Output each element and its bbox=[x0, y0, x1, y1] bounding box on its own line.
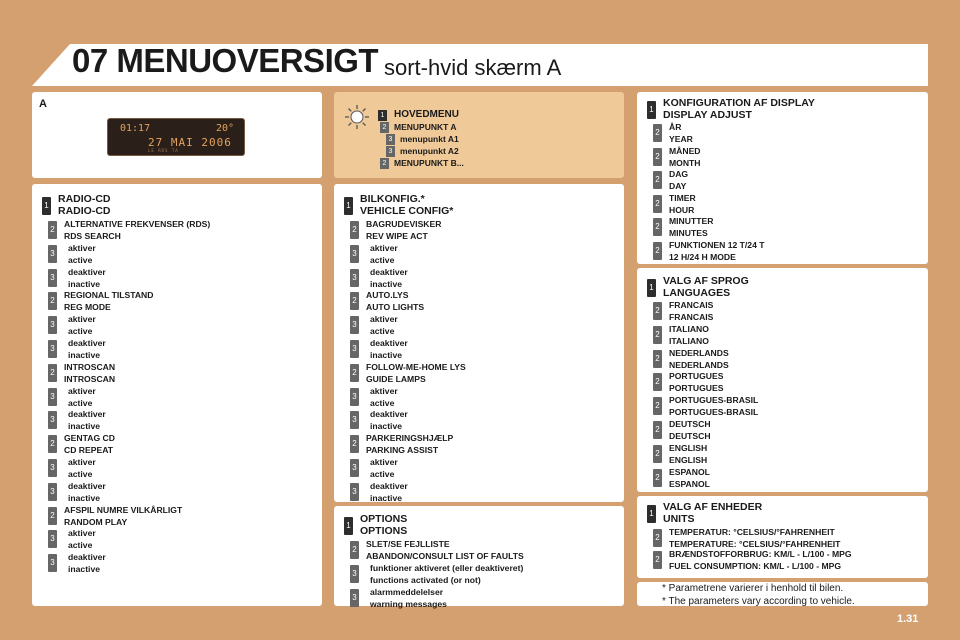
level-2-marker: 2 bbox=[350, 435, 359, 453]
menu-item-label: PORTUGUES bbox=[669, 383, 724, 394]
menu-item-label: SLET/SE FEJLLISTE bbox=[366, 539, 450, 549]
display-indicators: LE RDS TA bbox=[148, 148, 179, 153]
menu-item-label: deaktiver bbox=[68, 266, 106, 277]
level-3-marker: 3 bbox=[350, 388, 359, 406]
legend-item: MENUPUNKT A bbox=[394, 122, 457, 132]
menu-item-label: YEAR bbox=[669, 134, 693, 144]
menu-item-label: inactive bbox=[370, 421, 403, 432]
menu-item-label: TIMER bbox=[669, 192, 696, 203]
level-3-marker: 3 bbox=[350, 316, 359, 334]
level-1-marker: 1 bbox=[647, 279, 656, 297]
menu-item-label: NEDERLANDS bbox=[669, 347, 729, 358]
level-1-marker: 1 bbox=[647, 505, 656, 523]
menu-item-label: inactive bbox=[370, 278, 403, 289]
vehicle-config-panel bbox=[334, 184, 624, 502]
menu-item-label: ABANDON/CONSULT LIST OF FAULTS bbox=[366, 551, 524, 561]
level-3-marker: 3 bbox=[48, 340, 57, 358]
level-2-marker: 2 bbox=[653, 171, 662, 189]
menu-item-label: MÅNED bbox=[669, 145, 701, 156]
menu-item-label: active bbox=[370, 469, 395, 479]
menu-item-label: deaktiver bbox=[68, 480, 106, 491]
menu-item-label: BRÆNDSTOFFORBRUG: KM/L - L/100 - MPG bbox=[669, 549, 852, 559]
level-3-marker: 3 bbox=[350, 411, 359, 429]
level-3-marker: 3 bbox=[350, 245, 359, 263]
radio-panel bbox=[32, 184, 322, 606]
menu-item-label: BAGRUDEVISKER bbox=[366, 219, 442, 229]
level-3-marker: 3 bbox=[48, 316, 57, 334]
menu-item-label: aktiver bbox=[68, 457, 96, 467]
level-2-marker: 2 bbox=[653, 445, 662, 463]
level-3-marker: 3 bbox=[350, 483, 359, 501]
level-2-marker: 2 bbox=[653, 218, 662, 236]
section-heading: OPTIONS bbox=[360, 525, 408, 537]
menu-item-label: PARKERINGSHJÆLP bbox=[366, 433, 454, 444]
menu-item-label: TEMPERATUR: °CELSIUS/°FAHRENHEIT bbox=[669, 527, 835, 537]
level-3-marker: 3 bbox=[48, 269, 57, 287]
legend-title: HOVEDMENU bbox=[394, 109, 460, 120]
display-adjust-panel bbox=[637, 92, 928, 264]
menu-item-label: DAY bbox=[669, 181, 687, 191]
menu-item-label: aktiver bbox=[68, 314, 96, 325]
menu-item-label: HOUR bbox=[669, 204, 695, 215]
menu-item-label: FUEL CONSUMPTION: KM/L - L/100 - MPG bbox=[669, 561, 842, 571]
level-1-marker: 1 bbox=[344, 197, 353, 215]
level-3-marker: 3 bbox=[48, 530, 57, 548]
menu-item-label: functions activated (or not) bbox=[370, 575, 481, 585]
menu-item-label: deaktiver bbox=[68, 552, 106, 563]
menu-item-label: aktiver bbox=[68, 385, 96, 396]
menu-item-label: RANDOM PLAY bbox=[64, 516, 128, 527]
menu-item-label: inactive bbox=[68, 564, 101, 575]
menu-item-label: aktiver bbox=[370, 242, 398, 253]
level-3-marker: 3 bbox=[350, 340, 359, 358]
level-2-marker: 2 bbox=[350, 364, 359, 382]
menu-item-label: 12 H/24 H MODE bbox=[669, 251, 736, 262]
menu-item-label: GUIDE LAMPS bbox=[366, 373, 426, 384]
menu-item-label: FRANCAIS bbox=[669, 312, 714, 322]
legend-item: MENUPUNKT B... bbox=[394, 158, 464, 168]
menu-item-label: ENGLISH bbox=[669, 454, 708, 465]
level-1-marker: 1 bbox=[42, 197, 51, 215]
level-3-marker: 3 bbox=[48, 245, 57, 263]
level-2-marker: 2 bbox=[350, 221, 359, 239]
display-temperature: 20° bbox=[216, 123, 235, 134]
page-title: 07 MENUOVERSIGT bbox=[72, 42, 379, 79]
options-panel bbox=[334, 506, 624, 609]
menu-item-label: deaktiver bbox=[370, 338, 408, 348]
footnote-english: * The parameters vary according to vehicle. bbox=[662, 596, 855, 607]
legend-panel bbox=[334, 92, 624, 178]
menu-item-label: GENTAG CD bbox=[64, 433, 115, 444]
menu-item-label: ÅR bbox=[669, 122, 682, 132]
legend-level-3-marker: 3 bbox=[386, 146, 395, 157]
menu-item-label: active bbox=[68, 254, 93, 265]
level-3-marker: 3 bbox=[48, 483, 57, 501]
section-heading: RADIO-CD bbox=[58, 205, 111, 217]
level-2-marker: 2 bbox=[653, 373, 662, 391]
level-2-marker: 2 bbox=[48, 292, 57, 310]
level-2-marker: 2 bbox=[653, 529, 662, 547]
section-heading: VALG AF ENHEDER bbox=[663, 501, 763, 513]
level-2-marker: 2 bbox=[653, 242, 662, 260]
level-2-marker: 2 bbox=[653, 302, 662, 320]
menu-item-label: MINUTTER bbox=[669, 216, 714, 226]
menu-item-label: active bbox=[68, 469, 93, 479]
menu-item-label: active bbox=[370, 326, 395, 337]
section-heading: KONFIGURATION AF DISPLAY bbox=[663, 97, 815, 109]
menu-item-label: ESPANOL bbox=[669, 478, 710, 489]
menu-item-label: PARKING ASSIST bbox=[366, 445, 439, 456]
level-3-marker: 3 bbox=[350, 565, 359, 583]
level-2-marker: 2 bbox=[653, 148, 662, 166]
menu-item-label: active bbox=[370, 397, 395, 408]
section-heading: DISPLAY ADJUST bbox=[663, 109, 752, 121]
menu-item-label: PORTUGUES bbox=[669, 371, 724, 382]
level-1-marker: 1 bbox=[647, 101, 656, 119]
menu-item-label: deaktiver bbox=[68, 338, 106, 348]
menu-item-label: DEUTSCH bbox=[669, 431, 711, 441]
menu-item-label: ALTERNATIVE FREKVENSER (RDS) bbox=[64, 219, 211, 229]
page-number: 1.31 bbox=[897, 613, 919, 625]
legend-level-2-marker: 2 bbox=[380, 158, 389, 169]
menu-item-label: deaktiver bbox=[68, 409, 106, 420]
level-2-marker: 2 bbox=[653, 350, 662, 368]
level-2-marker: 2 bbox=[653, 551, 662, 569]
legend-level-marker: 1 bbox=[378, 110, 387, 121]
menu-item-label: ITALIANO bbox=[669, 323, 709, 334]
menu-item-label: MONTH bbox=[669, 157, 701, 168]
menu-item-label: INTROSCAN bbox=[64, 361, 116, 372]
menu-item-label: aktiver bbox=[370, 314, 398, 325]
level-2-marker: 2 bbox=[653, 195, 662, 213]
legend-item: menupunkt A1 bbox=[400, 134, 459, 144]
level-3-marker: 3 bbox=[48, 554, 57, 572]
menu-item-label: AUTO LIGHTS bbox=[366, 302, 425, 313]
menu-item-label: active bbox=[68, 326, 93, 337]
display-time: 01:17 bbox=[120, 123, 151, 134]
menu-item-label: funktioner aktiveret (eller deaktiveret) bbox=[370, 563, 524, 573]
menu-item-label: ENGLISH bbox=[669, 442, 708, 453]
units-panel bbox=[637, 496, 928, 578]
menu-item-label: AFSPIL NUMRE VILKÅRLIGT bbox=[64, 504, 183, 515]
sun-icon bbox=[344, 104, 370, 130]
menu-item-label: active bbox=[68, 397, 93, 408]
menu-item-label: REG MODE bbox=[64, 302, 111, 313]
menu-item-label: inactive bbox=[370, 492, 403, 503]
menu-item-label: inactive bbox=[370, 350, 403, 360]
menu-item-label: PORTUGUES-BRASIL bbox=[669, 395, 759, 406]
section-heading: VEHICLE CONFIG* bbox=[360, 205, 454, 217]
menu-item-label: deaktiver bbox=[370, 480, 408, 491]
menu-item-label: RDS SEARCH bbox=[64, 231, 121, 241]
menu-item-label: inactive bbox=[68, 492, 101, 503]
menu-item-label: ITALIANO bbox=[669, 335, 709, 346]
menu-item-label: aktiver bbox=[68, 528, 96, 539]
level-3-marker: 3 bbox=[48, 388, 57, 406]
section-heading: BILKONFIG.* bbox=[360, 193, 425, 205]
section-heading: OPTIONS bbox=[360, 513, 408, 525]
legend-level-2-marker: 2 bbox=[380, 122, 389, 133]
level-3-marker: 3 bbox=[48, 459, 57, 477]
menu-item-label: deaktiver bbox=[370, 266, 408, 277]
menu-item-label: deaktiver bbox=[370, 409, 408, 420]
level-2-marker: 2 bbox=[653, 469, 662, 487]
menu-item-label: active bbox=[370, 254, 395, 265]
level-2-marker: 2 bbox=[48, 435, 57, 453]
menu-item-label: INTROSCAN bbox=[64, 373, 116, 384]
level-2-marker: 2 bbox=[48, 221, 57, 239]
menu-item-label: AUTO.LYS bbox=[366, 290, 409, 301]
section-heading: VALG AF SPROG bbox=[663, 275, 749, 287]
menu-item-label: REV WIPE ACT bbox=[366, 231, 428, 241]
menu-item-label: inactive bbox=[68, 278, 101, 289]
menu-item-label: ESPANOL bbox=[669, 466, 710, 477]
menu-item-label: DEUTSCH bbox=[669, 419, 711, 429]
menu-item-label: NEDERLANDS bbox=[669, 359, 729, 370]
level-2-marker: 2 bbox=[653, 421, 662, 439]
legend-item: menupunkt A2 bbox=[400, 146, 459, 156]
menu-item-label: REGIONAL TILSTAND bbox=[64, 290, 154, 301]
level-2-marker: 2 bbox=[350, 541, 359, 559]
menu-item-label: DAG bbox=[669, 169, 689, 179]
menu-item-label: alarmmeddelelser bbox=[370, 587, 444, 597]
level-2-marker: 2 bbox=[350, 292, 359, 310]
page-subtitle: sort-hvid skærm A bbox=[384, 55, 562, 80]
menu-item-label: CD REPEAT bbox=[64, 445, 114, 456]
section-heading: UNITS bbox=[663, 513, 695, 525]
menu-item-label: aktiver bbox=[370, 385, 398, 396]
languages-panel bbox=[637, 268, 928, 492]
level-2-marker: 2 bbox=[48, 364, 57, 382]
footnote-danish: * Parametrene varierer i henhold til bilen. bbox=[662, 583, 844, 594]
display-date: 27 MAI 2006 bbox=[148, 136, 232, 149]
level-2-marker: 2 bbox=[653, 326, 662, 344]
level-3-marker: 3 bbox=[350, 269, 359, 287]
level-2-marker: 2 bbox=[48, 507, 57, 525]
section-heading: RADIO-CD bbox=[58, 193, 111, 205]
level-3-marker: 3 bbox=[350, 459, 359, 477]
section-heading: LANGUAGES bbox=[663, 287, 731, 299]
display-screen bbox=[107, 118, 245, 156]
display-label: A bbox=[39, 98, 47, 110]
menu-item-label: aktiver bbox=[370, 457, 398, 467]
level-2-marker: 2 bbox=[653, 124, 662, 142]
menu-item-label: FRANCAIS bbox=[669, 300, 714, 310]
level-3-marker: 3 bbox=[350, 589, 359, 607]
menu-item-label: aktiver bbox=[68, 242, 96, 253]
level-3-marker: 3 bbox=[48, 411, 57, 429]
menu-item-label: FOLLOW-ME-HOME LYS bbox=[366, 361, 466, 372]
legend-level-3-marker: 3 bbox=[386, 134, 395, 145]
menu-item-label: TEMPERATURE: °CELSIUS/°FAHRENHEIT bbox=[669, 539, 841, 549]
menu-item-label: PORTUGUES-BRASIL bbox=[669, 407, 759, 418]
menu-item-label: FUNKTIONEN 12 T/24 T bbox=[669, 239, 765, 250]
menu-item-label: inactive bbox=[68, 350, 101, 360]
menu-item-label: active bbox=[68, 540, 93, 551]
menu-item-label: warning messages bbox=[370, 599, 447, 609]
level-2-marker: 2 bbox=[653, 397, 662, 415]
menu-item-label: MINUTES bbox=[669, 228, 708, 238]
level-1-marker: 1 bbox=[344, 517, 353, 535]
menu-item-label: inactive bbox=[68, 421, 101, 432]
